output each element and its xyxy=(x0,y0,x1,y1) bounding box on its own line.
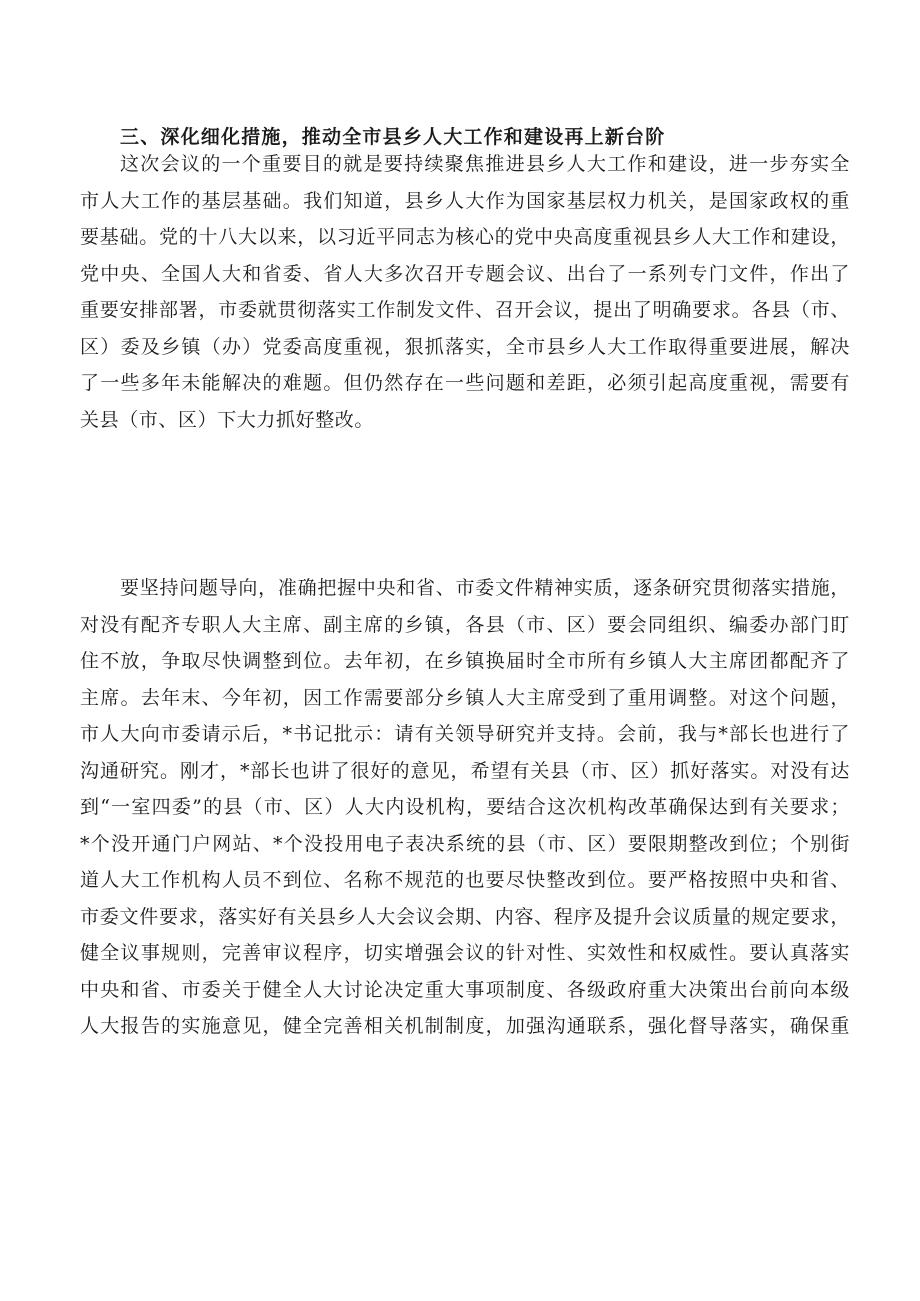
paragraph-line: 这次会议的一个重要目的就是要持续聚焦推进县乡人大工作和建设，进一步夯实全 xyxy=(120,153,850,175)
paragraph-line: 要坚持问题导向，准确把握中央和省、市委文件精神实质，逐条研究贯彻落实措施， xyxy=(120,577,850,599)
paragraph-line: 对没有配齐专职人大主席、副主席的乡镇，各县（市、区）要会同组织、编委办部门盯 xyxy=(80,613,850,636)
paragraph-line: 了一些多年未能解决的难题。但仍然存在一些问题和差距，必须引起高度重视，需要有 xyxy=(80,372,850,394)
paragraph-line: 市人大工作的基层基础。我们知道，县乡人大作为国家基层权力机关，是国家政权的重 xyxy=(80,189,850,212)
paragraph-line: 要基础。党的十八大以来，以习近平同志为核心的党中央高度重视县乡人大工作和建设， xyxy=(80,226,850,248)
paragraph-line: 重要安排部署，市委就贯彻落实工作制发文件、召开会议，提出了明确要求。各县（市、 xyxy=(80,299,850,321)
paragraph-line: 市委文件要求，落实好有关县乡人大会议会期、内容、程序及提升会议质量的规定要求， xyxy=(80,905,850,928)
paragraph-line: 沟通研究。刚才，*部长也讲了很好的意见，希望有关县（市、区）抓好落实。对没有达 xyxy=(80,759,850,782)
paragraph-line: *个没开通门户网站、*个没投用电子表决系统的县（市、区）要限期整改到位；个别街 xyxy=(80,832,850,855)
paragraph-line: 中央和省、市委关于健全人大讨论决定重大事项制度、各级政府重大决策出台前向本级 xyxy=(80,978,850,1001)
section-heading: 三、深化细化措施，推动全市县乡人大工作和建设再上新台阶 xyxy=(120,126,666,148)
paragraph-2 xyxy=(80,570,850,1045)
paragraph-line: 住不放，争取尽快调整到位。去年初，在乡镇换届时全市所有乡镇人大主席团都配齐了 xyxy=(80,650,850,672)
paragraph-1 xyxy=(80,146,850,438)
paragraph-line: 主席。去年末、今年初，因工作需要部分乡镇人大主席受到了重用调整。对这个问题， xyxy=(80,686,850,709)
paragraph-line: 人大报告的实施意见，健全完善相关机制制度，加强沟通联系，强化督导落实，确保重 xyxy=(80,1015,850,1037)
paragraph-line: 市人大向市委请示后，*书记批示：请有关领导研究并支持。会前，我与*部长也进行了 xyxy=(80,723,850,745)
paragraph-line: 到“一室四委”的县（市、区）人大内设机构，要结合这次机构改革确保达到有关要求； xyxy=(80,796,850,818)
paragraph-line: 关县（市、区）下大力抓好整改。 xyxy=(80,408,375,431)
paragraph-line: 道人大工作机构人员不到位、名称不规范的也要尽快整改到位。要严格按照中央和省、 xyxy=(80,869,850,891)
paragraph-line: 党中央、全国人大和省委、省人大多次召开专题会议、出台了一系列专门文件，作出了 xyxy=(80,262,850,285)
paragraph-line: 区）委及乡镇（办）党委高度重视，狠抓落实，全市县乡人大工作取得重要进展，解决 xyxy=(80,335,850,358)
paragraph-line: 健全议事规则，完善审议程序，切实增强会议的针对性、实效性和权威性。要认真落实 xyxy=(80,942,850,964)
